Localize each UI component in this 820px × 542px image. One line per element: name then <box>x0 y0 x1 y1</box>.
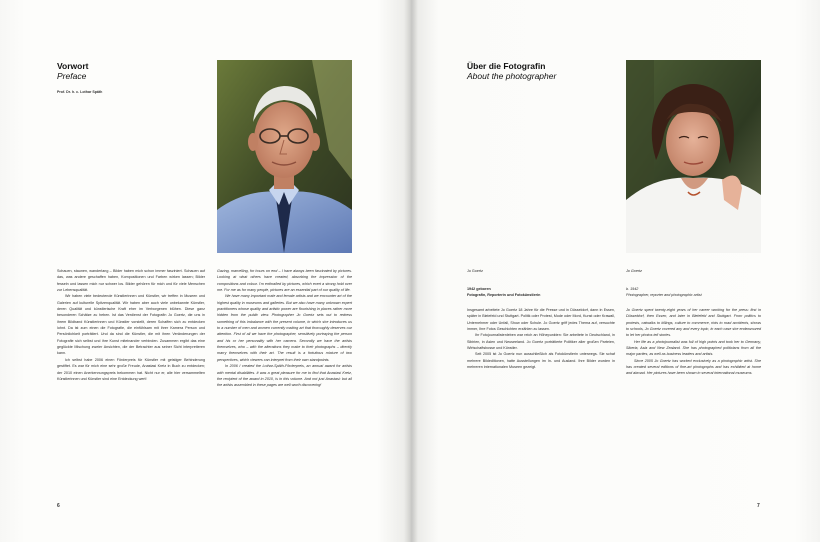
preface-german-paragraph: Ich selbst habe 2006 einen Förderpreis für Künstler mit geistiger Behinderung gestiftet. Es war für mich eine sehr große Freude, Anastasi Kretz in Buch zu entdecken; der 2010 einen Anerkennungspreis bekommen hat. Nicht nur er, alle hier versammelten Künstlerinnen und Künstler sind eine Entdeckung wert! <box>57 357 205 381</box>
role-en: Photographer, reporter and photographic artist <box>626 293 702 297</box>
photographer-portrait-photo <box>626 60 761 253</box>
preface-english-text <box>217 268 352 389</box>
photographer-german-text <box>467 307 615 370</box>
page-number-left: 6 <box>57 503 60 509</box>
author-byline: Prof. Dr. h. c. Lothar Späth <box>57 90 103 94</box>
page-number-right: 7 <box>757 503 760 509</box>
born-en: b. 1942 <box>626 287 639 291</box>
role-de: Fotografin, Reporterin und Fotokünstlerin <box>467 293 541 297</box>
preface-german-text <box>57 268 205 382</box>
photographer-english-text <box>626 307 761 377</box>
photographer-english-paragraph: Since 2005 Jo Goertz has worked exclusively as a photographic artist. She has created several editions of fine-art photographs and has exhibited at home and abroad. Her pictures have been shown in several international museums. <box>626 358 761 376</box>
preface-heading: Vorwort <box>57 61 89 71</box>
photographer-english-paragraph: Her life as a photojournalist was full of high points and took her to Germany, Siberia, Asia and New Zealand. She has photographed politicians from all the major parties, as well as business leaders and artists. <box>626 339 761 357</box>
name-en: Jo Goertz <box>626 269 642 273</box>
photographer-german-paragraph: Ihr Fotojournalistenleben war reich an Höhepunkten: Sie arbeitete in Deutschland, in Sibirien, in Asien und Neuseeland. Jo Goertz porträtierte Politiker aller großen Parteien, Wirtschaftsbosse und Künstler. <box>467 333 615 351</box>
preface-english-paragraph: We have many important male and female artists and we encounter art of the highest quality in museums and galleries. But we also have many unknown expert practitioners whose quality and artistic power are flourishing in places rather more hidden from the public view. Photographer Jo Goertz sets out to redress something of this imbalance with the present volume, in which she introduces us to a number of men and women currently making art that thoroughly deserves our attention. First of all we have the photographer, sensitively portraying the person and his or her personality with her camera. Secondly we have the artists themselves, who – with the alterations they make to their photographs – directly marry themselves with their art. The result is a fortuitous mixture of two perspectives, which viewers can interpret from their own standpoints. <box>217 294 352 362</box>
photographer-german-paragraph: Insgesamt arbeitete Jo Goertz 18 Jahre für die Presse und in Düsseldorf, dann in Essen, später in Bielefeld und Stuttgart. Politik oder Protest, Mode oder Mord, Kunst oder Krawall, Unternehmer oder Unfall, Show oder Schule. Jo Goertz griff jedes Thema auf, versuchte immer, Ihre Fotos Geschichten erzählen zu lassen. <box>467 308 615 332</box>
photographer-heading: Über die Fotografin <box>467 61 546 71</box>
book-gutter-shadow <box>404 0 418 542</box>
photographer-heading-en: About the photographer <box>467 71 557 81</box>
author-portrait-photo <box>217 60 352 253</box>
preface-german-paragraph: Schauen, staunen, wanderlang – Bilder haben mich schon immer fasziniert. Schauen auf das, was andere geschaffen haben, Kompositionen und Farben wirken lassen; Bilder fesseln und lassen mich nur schwer los. Bilder gehören für mich und für viele Menschen zur Lebensqualität. <box>57 269 205 293</box>
preface-english-paragraph: Gazing, marvelling, for hours on end – I have always been fascinated by pictures. Looking at what others have created, absorbing the impression of the compositions and colour. I'm enthralled by pictures, which exert a strong hold over me. For me as for many people, pictures are an essential part of our quality of life. <box>217 269 352 293</box>
preface-heading-en: Preface <box>57 71 87 81</box>
born-de: 1942 geboren <box>467 287 491 291</box>
name-de: Jo Goertz <box>467 269 483 273</box>
preface-german-paragraph: Wir haben viele bedeutende Künstlerinnen und Künstler, wir treffen in Museen und Galerien auf kulturelle Spitzenqualität. Wir haben aber auch viele unbekannte Künstler, deren Qualität und künstlerische Kraft eher im Verborgenen blühen. Diese ganz besonderen Schätze zu heben. Ist das Verdienst der Fotografin Jo Goertz, die uns in ihrem Bildband Künstlerinnen und Künstler vorstellt, deren Schaffen sich zu entdecken lohnt. Da ist zum einen die Fotografie, die einfühlsam mit ihrer Kamera Person und Persönlichkeit porträtiert. Und da sind die Künstler, die mit ihren Veränderungen der Fotografie sich selbst und ihre Kunst miteinander verbinden. Zusammen ergibt das eine geglückte Mischung zweier Ansichten, die der Betrachter aus seiner Sicht interpretieren kann. <box>57 294 205 356</box>
right-page <box>410 0 820 542</box>
preface-english-paragraph: In 2006 I created the Lothar-Späth-Förderpreis, an annual award for artists with mental disabilities. It was a great pleasure for me to find that Anastasi Kretz, the recipient of the award in 2010, is in this volume. And not just Anastasi: but all the artists assembled in these pages are well worth discovering! <box>217 364 352 388</box>
photographer-german-paragraph: Seit 2005 ist Jo Goertz nun ausschließlich als Fotokünstlerin unterwegs. Sie schaf mehrere Bildeditionen, hatte Ausstellungen im In- und Ausland. Ihre Bilder wurden in mehreren internationalen Museen gezeigt. <box>467 352 615 370</box>
photographer-english-paragraph: Jo Goertz spent twenty-eight years of her career working for the press: first in Düsseldorf, then Essen, and later in Bielefeld and Stuttgart. From politics to protests, catwalks to killings, culture to commerce, riots to road accidents, shows to schools, Jo Goertz covered any and every topic, in each case she endeavoured to let her photos tell stories. <box>626 308 761 338</box>
